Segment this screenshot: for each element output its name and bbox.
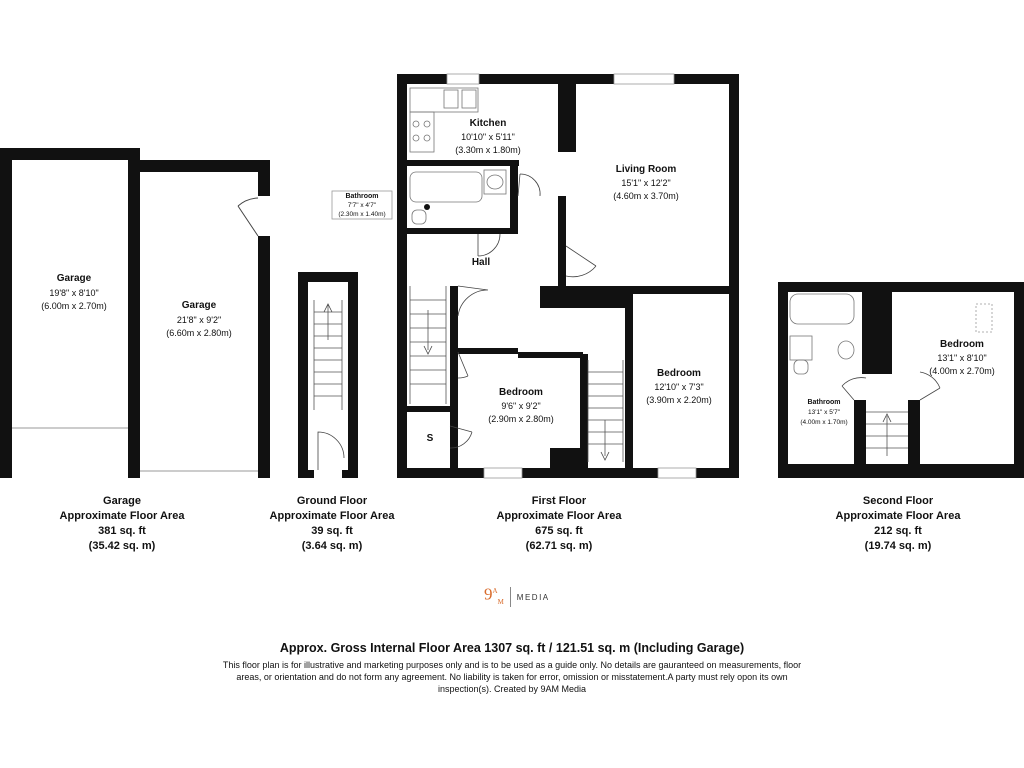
kitchen-name: Kitchen (469, 118, 507, 129)
bathroom-first-imperial: 7'7" x 4'7" (347, 202, 377, 209)
first-floor-plan (397, 74, 739, 478)
logo-mark (484, 583, 504, 611)
bedroom-second-imperial: 13'1" x 8'10" (937, 353, 987, 363)
floor-area-sqft: 675 sq. ft (535, 525, 583, 537)
floor-summary-garage (47, 494, 197, 554)
floor-area-label: Approximate Floor Area (496, 510, 622, 522)
living-room-imperial: 15'1" x 12'2" (621, 178, 671, 188)
bedroom-first-b-name: Bedroom (657, 368, 701, 379)
floor-name: Second Floor (862, 495, 934, 507)
kitchen-imperial: 10'10" x 5'11" (461, 132, 515, 142)
bedroom-first-a-name: Bedroom (499, 387, 543, 398)
garage-2-metric: (6.60m x 2.80m) (166, 328, 232, 338)
floor-name: First Floor (531, 495, 587, 507)
bedroom-first-a-metric: (2.90m x 2.80m) (488, 414, 554, 424)
floor-area-sqm: (62.71 sq. m) (525, 540, 593, 552)
bathroom-second-metric: (4.00m x 1.70m) (800, 419, 848, 426)
bedroom-first-a-imperial: 9'6" x 9'2" (501, 401, 541, 411)
floor-area-label: Approximate Floor Area (835, 510, 961, 522)
garage-1-metric: (6.00m x 2.70m) (41, 301, 107, 311)
logo-mark-sup: A (492, 586, 498, 595)
garage-1-plan (0, 148, 140, 478)
floor-area-sqm: (3.64 sq. m) (301, 540, 363, 552)
9am-media-logo (484, 585, 550, 609)
bedroom-second-metric: (4.00m x 2.70m) (929, 366, 995, 376)
bedroom-first-b-imperial: 12'10" x 7'3" (654, 382, 704, 392)
floor-summary-ground (257, 494, 407, 554)
floor-area-sqm: (19.74 sq. m) (864, 540, 932, 552)
floor-area-label: Approximate Floor Area (269, 510, 395, 522)
floor-name: Ground Floor (296, 495, 368, 507)
hall-name: Hall (471, 257, 491, 268)
floor-name: Garage (103, 495, 141, 507)
garage-2-imperial: 21'8" x 9'2" (176, 315, 222, 325)
logo-divider (510, 587, 511, 607)
floor-area-sqft: 39 sq. ft (311, 525, 353, 537)
bathroom-first-name: Bathroom (345, 193, 379, 200)
store-name: S (426, 433, 434, 444)
floor-summary-first (484, 494, 634, 554)
bathroom-first-metric: (2.30m x 1.40m) (338, 211, 386, 218)
floor-summary-second (823, 494, 973, 554)
disclaimer-text: This floor plan is for illustrative and marketing purposes only and is to be used as a guide only. No details are gauranteed on measurements, floor areas, or orientation and do not form any agreement. No liability is taken for error, omission or misstatement.A party must rely opon its own inspection(s). Created by 9AM Media (222, 660, 802, 694)
bathroom-second-imperial: 13'1" x 5'7" (807, 409, 841, 416)
bathroom-second-name: Bathroom (807, 399, 841, 406)
second-floor-plan (778, 282, 1024, 478)
floor-area-sqm: (35.42 sq. m) (88, 540, 156, 552)
floor-area-sqft: 212 sq. ft (874, 525, 922, 537)
logo-mark-digit: 9 (484, 584, 493, 604)
logo-mark-sub: M (497, 598, 504, 607)
bedroom-first-b-metric: (3.90m x 2.20m) (646, 395, 712, 405)
living-room-metric: (4.60m x 3.70m) (613, 191, 679, 201)
floor-area-label: Approximate Floor Area (59, 510, 185, 522)
bedroom-second-name: Bedroom (940, 339, 984, 350)
ground-floor-plan (298, 272, 358, 478)
garage-1-imperial: 19'8" x 8'10" (49, 288, 99, 298)
garage-2-name: Garage (181, 300, 217, 311)
logo-text: MEDIA (516, 592, 550, 602)
floor-area-sqft: 381 sq. ft (98, 525, 146, 537)
gross-area-title: Approx. Gross Internal Floor Area 1307 sq. ft / 121.51 sq. m (Including Garage) (279, 641, 745, 655)
kitchen-metric: (3.30m x 1.80m) (455, 145, 521, 155)
garage-1-name: Garage (56, 273, 92, 284)
living-room-name: Living Room (615, 164, 677, 175)
